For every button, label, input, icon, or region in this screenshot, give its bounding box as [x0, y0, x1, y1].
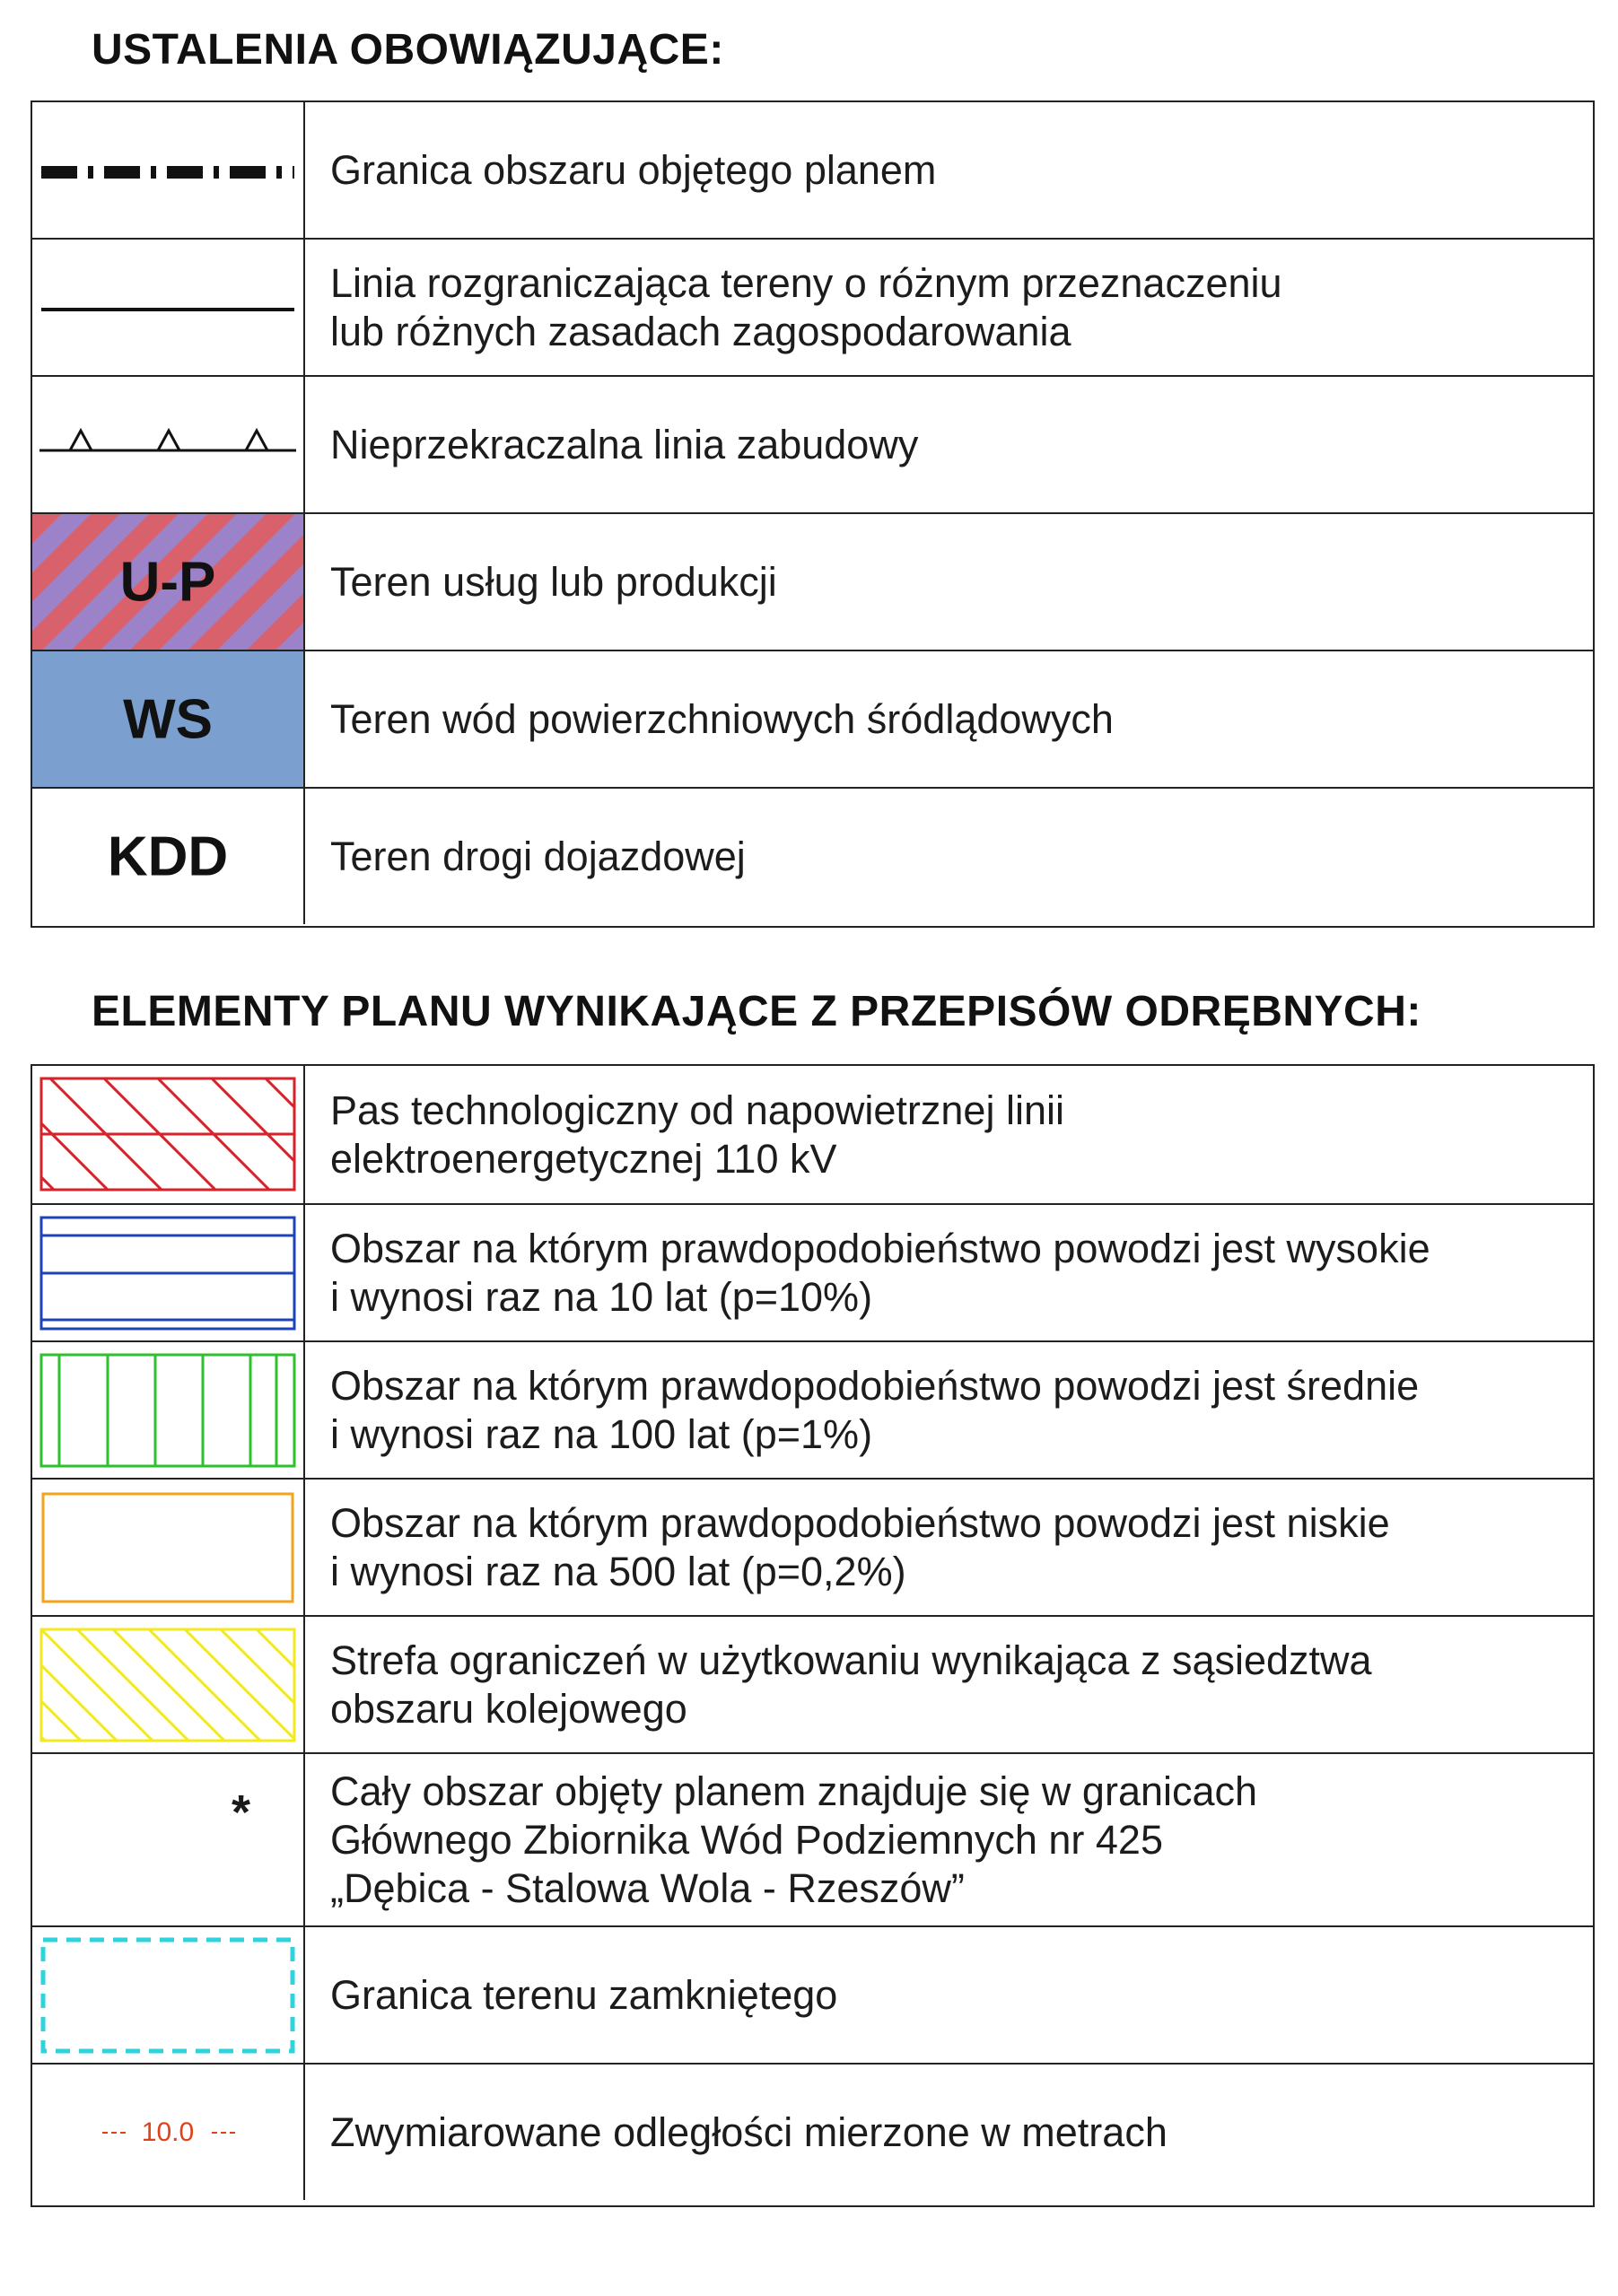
flood-low-symbol	[32, 1480, 305, 1615]
desc-line: Teren wód powierzchniowych śródlądowych	[330, 695, 1114, 742]
flood-high-desc	[305, 1205, 1593, 1340]
desc-line: lub różnych zasadach zagospodarowania	[330, 308, 1071, 354]
legend-row-building-line	[32, 375, 1593, 512]
building-line-symbol	[32, 377, 305, 512]
dimension-symbol	[32, 2065, 305, 2200]
services-production-symbol	[32, 514, 305, 650]
rail-zone-symbol	[32, 1617, 305, 1752]
desc-line: Strefa ograniczeń w użytkowaniu wynikająca z sąsiedztwa	[330, 1637, 1372, 1683]
services-production-code: U-P	[119, 551, 216, 613]
dimension-desc	[305, 2065, 1593, 2200]
desc-line: Obszar na którym prawdopodobieństwo powodzi jest niskie	[330, 1499, 1390, 1546]
legend-row-surface-water	[32, 650, 1593, 787]
legend-row-power-line-strip	[32, 1066, 1593, 1203]
rail-zone-desc	[305, 1617, 1593, 1752]
closed-area-desc	[305, 1927, 1593, 2063]
legend-separate-regulations	[31, 1064, 1595, 2207]
asterisk-icon: *	[232, 1785, 251, 1839]
desc-line: i wynosi raz na 100 lat (p=1%)	[330, 1410, 873, 1457]
desc-line: Zwymiarowane odległości mierzone w metrach	[330, 2108, 1168, 2155]
desc-line: obszaru kolejowego	[330, 1685, 687, 1732]
legend-row-groundwater	[32, 1752, 1593, 1925]
access-road-symbol	[32, 789, 305, 924]
dimension-label: 10.0	[141, 2117, 195, 2147]
groundwater-desc	[305, 1754, 1593, 1925]
access-road-desc	[305, 789, 1593, 924]
legend-row-flood-high	[32, 1203, 1593, 1340]
groundwater-symbol	[32, 1754, 305, 1925]
closed-area-symbol	[32, 1927, 305, 2063]
desc-line: i wynosi raz na 500 lat (p=0,2%)	[330, 1548, 906, 1594]
demarcation-line-desc	[305, 240, 1593, 375]
desc-line: Obszar na którym prawdopodobieństwo powodzi jest średnie	[330, 1362, 1420, 1409]
desc-line: Obszar na którym prawdopodobieństwo powodzi jest wysokie	[330, 1225, 1430, 1271]
legend-row-flood-medium	[32, 1340, 1593, 1478]
section1-heading: USTALENIA OBOWIĄZUJĄCE:	[92, 26, 724, 74]
desc-line: Pas technologiczny od napowietrznej linii	[330, 1087, 1064, 1133]
desc-line: Teren usług lub produkcji	[330, 558, 777, 605]
surface-water-desc	[305, 651, 1593, 787]
desc-line: „Dębica - Stalowa Wola - Rzeszów”	[330, 1864, 965, 1911]
desc-line: elektroenergetycznej 110 kV	[330, 1135, 837, 1182]
power-line-strip-desc	[305, 1066, 1593, 1203]
legend-row-rail-zone	[32, 1615, 1593, 1752]
power-line-strip-symbol	[32, 1066, 305, 1203]
desc-line: Głównego Zbiornika Wód Podziemnych nr 425	[330, 1816, 1163, 1863]
plan-boundary-desc	[305, 102, 1593, 238]
desc-line: Cały obszar objęty planem znajduje się w granicach	[330, 1768, 1258, 1814]
flood-low-desc	[305, 1480, 1593, 1615]
legend-binding-settlements	[31, 100, 1595, 928]
section2-heading: ELEMENTY PLANU WYNIKAJĄCE Z PRZEPISÓW ODRĘBNYCH:	[92, 988, 1421, 1035]
surface-water-symbol	[32, 651, 305, 787]
demarcation-line-symbol	[32, 240, 305, 375]
surface-water-code: WS	[123, 688, 213, 750]
legend-row-access-road	[32, 787, 1593, 924]
desc-line: Teren drogi dojazdowej	[330, 833, 746, 879]
flood-high-symbol	[32, 1205, 305, 1340]
legend-row-plan-boundary	[32, 102, 1593, 238]
desc-line: Nieprzekraczalna linia zabudowy	[330, 421, 919, 467]
legend-row-services-production	[32, 512, 1593, 650]
plan-boundary-symbol	[32, 102, 305, 238]
desc-line: Linia rozgraniczająca tereny o różnym przeznaczeniu	[330, 259, 1282, 306]
legend-row-dimension	[32, 2063, 1593, 2200]
desc-line: i wynosi raz na 10 lat (p=10%)	[330, 1273, 873, 1320]
legend-row-closed-area	[32, 1925, 1593, 2063]
building-line-desc	[305, 377, 1593, 512]
services-production-desc	[305, 514, 1593, 650]
flood-medium-desc	[305, 1342, 1593, 1478]
desc-line: Granica terenu zamkniętego	[330, 1971, 838, 2018]
flood-medium-symbol	[32, 1342, 305, 1478]
legend-row-demarcation-line	[32, 238, 1593, 375]
desc-line: Granica obszaru objętego planem	[330, 146, 937, 193]
legend-row-flood-low	[32, 1478, 1593, 1615]
access-road-code: KDD	[107, 825, 229, 887]
